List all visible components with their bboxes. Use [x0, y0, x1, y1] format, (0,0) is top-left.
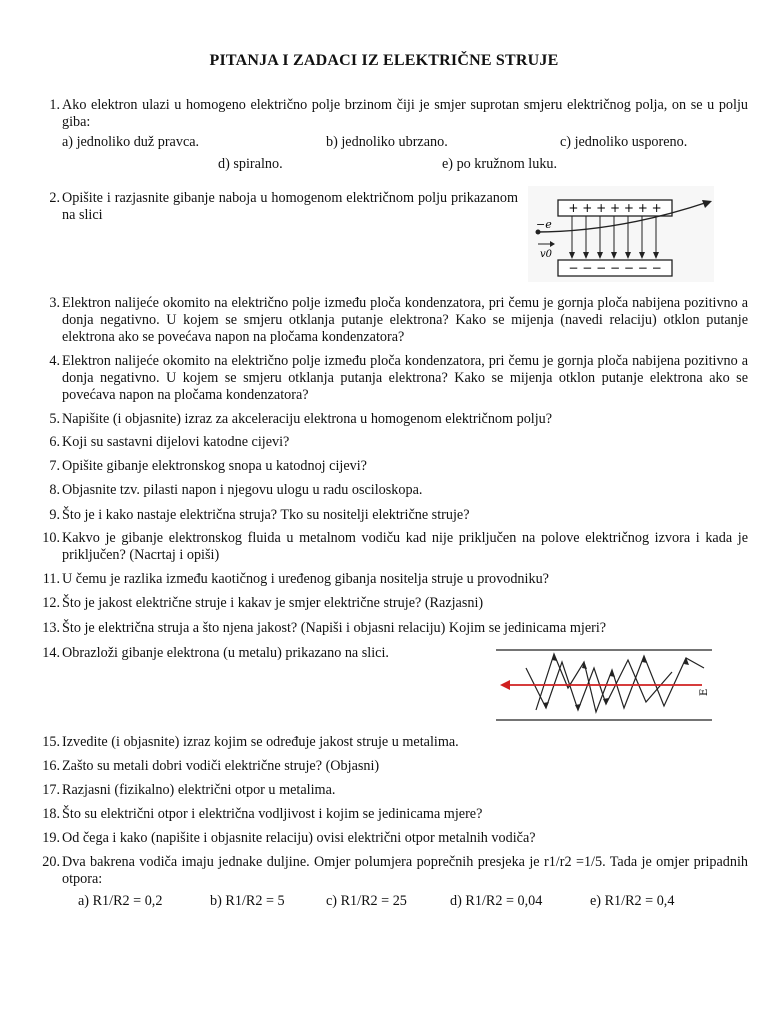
question-number: 1.	[49, 97, 60, 113]
question-number: 5.	[49, 411, 60, 427]
question-text: Opišite gibanje elektronskog snopa u katodnoj cijevi?	[62, 458, 367, 474]
question-number: 12.	[42, 595, 60, 611]
answer-option: e) R1/R2 = 0,4	[590, 893, 675, 909]
question-text: Kakvo je gibanje elektronskog fluida u metalnom vodiču kad nije priključen na polove električnog izvora i kada je priključen? (Nacrtaj i opiši)	[62, 530, 748, 563]
question-text: Od čega i kako (napišite i objasnite relaciju) ovisi električni otpor metalnih vodiča?	[62, 830, 536, 846]
answer-option: a) jednoliko duž pravca.	[62, 134, 200, 150]
question-text: Izvedite (i objasnite) izraz kojim se određuje jakost struje u metalima.	[62, 734, 459, 750]
question-text: Zašto su metali dobri vodiči električne struje? (Objasni)	[62, 758, 380, 774]
electron-drift-figure	[496, 648, 714, 724]
question-number: 3.	[49, 295, 60, 311]
question-text: Dva bakrena vodiča imaju jednake duljine. Omjer polumjera poprečnih presjeka je r1/r2 =1/5. Tada je omjer pripadnih otpora:	[62, 854, 748, 887]
negative-plate-signs: − − − − − − −	[568, 261, 662, 275]
question-number: 14.	[42, 645, 60, 661]
question-number: 6.	[49, 434, 60, 450]
question-text: Napišite (i objasnite) izraz za akceleraciju elektrona u homogenom električnom polju?	[62, 411, 553, 427]
answer-option: b) R1/R2 = 5	[210, 893, 285, 909]
velocity-label: v0	[540, 249, 553, 260]
question-text: Ako elektron ulazi u homogeno električno polje brzinom čiji je smjer suprotan smjeru električnog polja, on se u polju giba:	[62, 97, 748, 130]
answer-option: e) po kružnom luku.	[442, 156, 558, 172]
question-number: 13.	[42, 620, 60, 636]
question-text: Što je i kako nastaje električna struja? Tko su nositelji električne struje?	[62, 507, 470, 523]
question-text: Objasnite tzv. pilasti napon i njegovu ulogu u radu osciloskopa.	[62, 482, 423, 498]
answer-option: a) R1/R2 = 0,2	[78, 893, 163, 909]
question-text: U čemu je razlika između kaotičnog i uređenog gibanja nositelja struje u provodniku?	[62, 571, 549, 587]
question-number: 7.	[49, 458, 60, 474]
charge-label: −e	[536, 218, 552, 231]
question-number: 16.	[42, 758, 60, 774]
question-text: Koji su sastavni dijelovi katodne cijevi?	[62, 434, 290, 450]
question-text: Razjasni (fizikalno) električni otpor u metalima.	[62, 782, 336, 798]
question-number: 4.	[49, 353, 60, 369]
question-number: 9.	[49, 507, 60, 523]
question-number: 17.	[42, 782, 60, 798]
question-number: 19.	[42, 830, 60, 846]
question-text: Opišite i razjasnite gibanje naboja u homogenom električnom polju prikazanom na slici	[62, 190, 518, 223]
question-number: 2.	[49, 190, 60, 206]
field-label: E	[699, 688, 710, 696]
question-number: 11.	[42, 571, 60, 587]
capacitor-deflection-figure	[528, 186, 714, 282]
answer-option: d) R1/R2 = 0,04	[450, 893, 543, 909]
answer-option: c) R1/R2 = 25	[326, 893, 407, 909]
question-number: 20.	[42, 854, 60, 870]
field-arrowhead-red	[500, 680, 510, 690]
question-text: Elektron nalijeće okomito na električno polje između ploča kondenzatora, pri čemu je gornja ploča nabijena pozitivno a donja negativno. U kojem se smjeru otklanja putanja elektrona? Kako se mijenja otklon putanje elektrona ako se povećava napon na pločama kondenzatora?	[62, 353, 748, 403]
question-number: 10.	[42, 530, 60, 546]
page-title: PITANJA I ZADACI IZ ELEKTRIČNE STRUJE	[209, 52, 559, 69]
question-text: Elektron nalijeće okomito na električno polje između ploča kondenzatora, pri čemu je gornja ploča nabijena pozitivno a donja negativno. U kojem se smjeru otklanja putanje elektrona? Kako se mijenja (navedi relaciju) otklon putanje elektrona ako se povećava napon na pločama kondenzatora?	[62, 295, 748, 345]
answer-option: c) jednoliko usporeno.	[560, 134, 688, 150]
question-number: 8.	[49, 482, 60, 498]
question-number: 15.	[42, 734, 60, 750]
positive-plate-signs: + + + + + + +	[568, 201, 662, 215]
answer-option: b) jednoliko ubrzano.	[326, 134, 448, 150]
question-text: Što je električna struja a što njena jakost? (Napiši i objasni relaciju) Kojim se jedinicama mjeri?	[62, 620, 607, 636]
answer-option: d) spiralno.	[218, 156, 283, 172]
question-text: Obrazloži gibanje elektrona (u metalu) prikazano na slici.	[62, 645, 389, 661]
question-number: 18.	[42, 806, 60, 822]
question-text: Što su električni otpor i električna vodljivost i kojim se jedinicama mjere?	[62, 806, 483, 822]
question-text: Što je jakost električne struje i kakav je smjer električne struje? (Razjasni)	[62, 595, 484, 611]
